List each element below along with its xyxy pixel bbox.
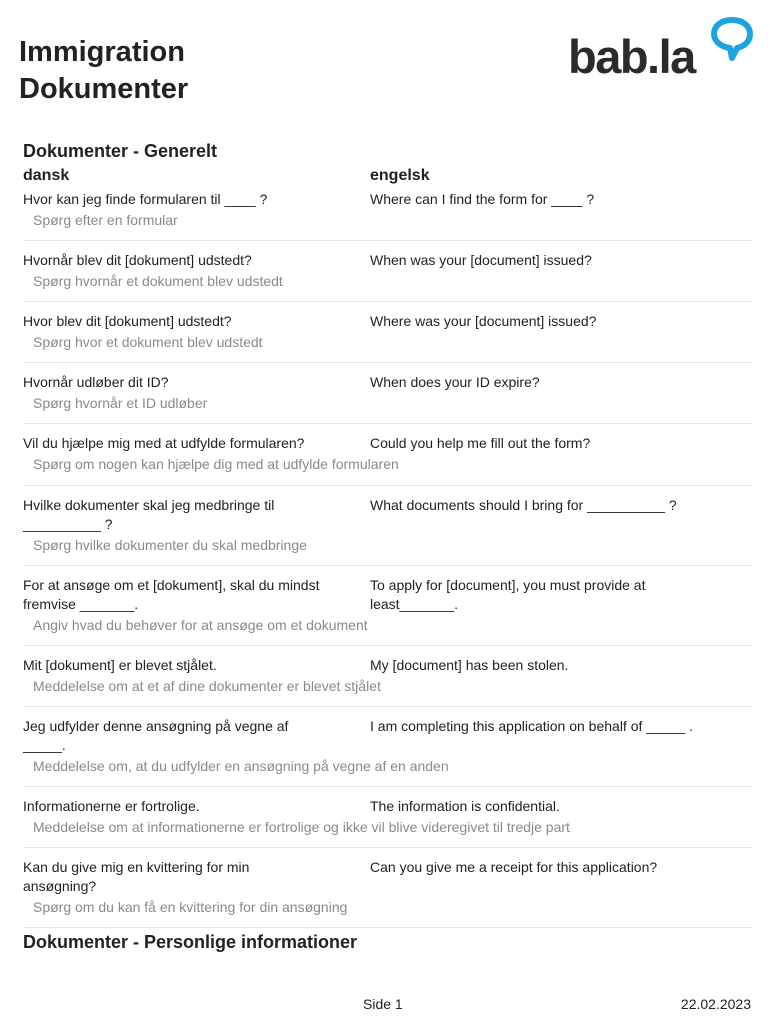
- column-header-english: engelsk: [370, 167, 430, 184]
- usage-note: Meddelelse om at informationerne er fortrolige og ikke vil blive videregivet til tredje part: [33, 819, 570, 835]
- danish-phrase: Mit [dokument] er blevet stjålet.: [23, 657, 217, 673]
- english-phrase: My [document] has been stolen.: [370, 657, 569, 673]
- english-phrase: To apply for [document], you must provide at least_______.: [370, 577, 646, 612]
- danish-phrase: Informationerne er fortrolige.: [23, 798, 200, 814]
- danish-phrase: Vil du hjælpe mig med at udfylde formularen?: [23, 435, 305, 451]
- danish-phrase: Hvornår blev dit [dokument] udstedt?: [23, 252, 252, 268]
- english-phrase: Could you help me fill out the form?: [370, 435, 591, 451]
- speech-bubble-icon: [710, 16, 754, 62]
- document-date: 22.02.2023: [680, 996, 751, 1012]
- english-phrase: When was your [document] issued?: [370, 252, 592, 268]
- english-phrase: Where can I find the form for ____ ?: [370, 191, 595, 207]
- usage-note: Spørg hvilke dokumenter du skal medbringe: [33, 537, 307, 553]
- phrase-row: [23, 787, 753, 848]
- babla-logo: [566, 16, 756, 83]
- phrase-row: [23, 486, 753, 566]
- danish-phrase: For at ansøge om et [dokument], skal du mindst fremvise _______.: [23, 577, 320, 612]
- usage-note: Spørg om du kan få en kvittering for din ansøgning: [33, 899, 348, 915]
- danish-phrase: Hvor blev dit [dokument] udstedt?: [23, 313, 232, 329]
- page-number: Side 1: [363, 996, 403, 1012]
- usage-note: Spørg hvornår et dokument blev udstedt: [33, 273, 283, 289]
- phrase-row: [23, 707, 753, 787]
- document-title: Immigration Dokumenter: [19, 36, 189, 105]
- usage-note: Meddelelse om, at du udfylder en ansøgning på vegne af en anden: [33, 758, 449, 774]
- phrase-row: [23, 424, 753, 486]
- usage-note: Spørg hvornår et ID udløber: [33, 395, 208, 411]
- danish-phrase: Jeg udfylder denne ansøgning på vegne af _____.: [23, 718, 289, 753]
- usage-note: Angiv hvad du behøver for at ansøge om et dokument: [33, 617, 368, 633]
- english-phrase: When does your ID expire?: [370, 374, 540, 390]
- section-title-personal: Dokumenter - Personlige informationer: [23, 932, 358, 952]
- phrase-list: [23, 190, 753, 928]
- english-phrase: Can you give me a receipt for this application?: [370, 859, 658, 875]
- section-title-general: Dokumenter - Generelt: [23, 141, 218, 161]
- danish-phrase: Hvornår udløber dit ID?: [23, 374, 169, 390]
- phrase-row: [23, 241, 753, 302]
- usage-note: Meddelelse om at et af dine dokumenter er blevet stjålet: [33, 678, 381, 694]
- usage-note: Spørg om nogen kan hjælpe dig med at udfylde formularen: [33, 456, 399, 472]
- phrase-row: [23, 566, 753, 646]
- phrase-row: [23, 646, 753, 707]
- usage-note: Spørg efter en formular: [33, 212, 178, 228]
- english-phrase: The information is confidential.: [370, 798, 560, 814]
- danish-phrase: Hvor kan jeg finde formularen til ____ ?: [23, 191, 268, 207]
- column-header-danish: dansk: [23, 167, 70, 184]
- english-phrase: Where was your [document] issued?: [370, 313, 597, 329]
- phrase-row: [23, 190, 753, 241]
- phrase-row: [23, 302, 753, 363]
- english-phrase: What documents should I bring for __________ ?: [370, 497, 677, 513]
- phrase-row: [23, 363, 753, 424]
- english-phrase: I am completing this application on behalf of _____ .: [370, 718, 693, 734]
- danish-phrase: Hvilke dokumenter skal jeg medbringe til __________ ?: [23, 497, 275, 532]
- logo-wordmark: bab.la: [568, 30, 695, 83]
- danish-phrase: Kan du give mig en kvittering for min ansøgning?: [23, 859, 250, 894]
- usage-note: Spørg hvor et dokument blev udstedt: [33, 334, 263, 350]
- phrase-row: [23, 848, 753, 928]
